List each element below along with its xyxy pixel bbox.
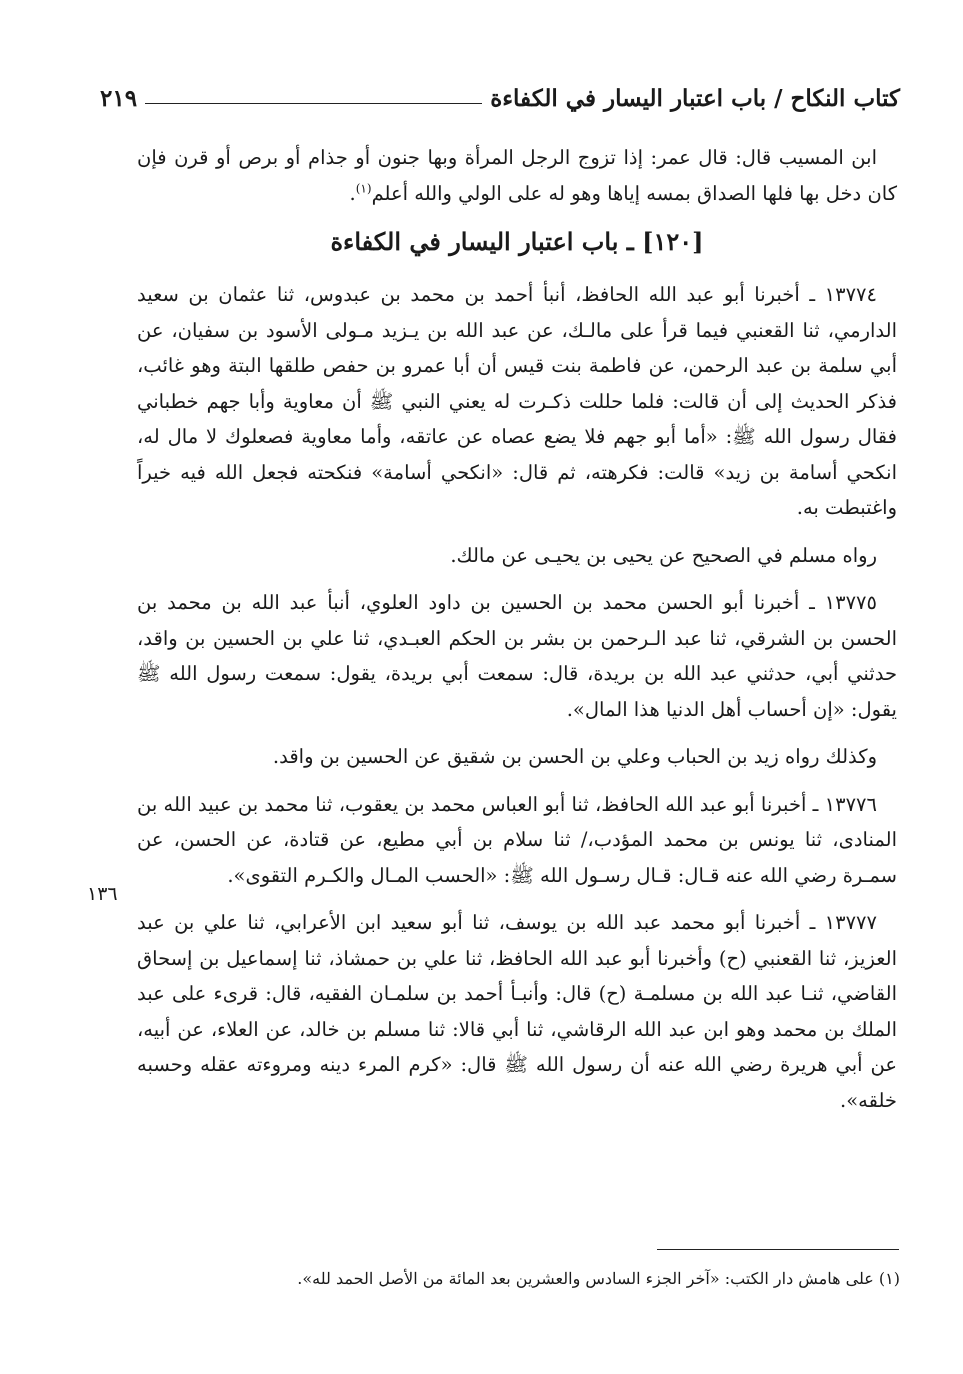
hadith-13776: ١٣٧٧٦ ـ أخبرنا أبو عبد الله الحافظ، ثنا أبو العباس محمد بن يعقوب، ثنا محمد بن عبيد الله بن المنادى، ثنا يونس بن محمد المؤدب،/ ثنا سلام بن أبي مطيع، عن قتادة، عن الحسن، عن سمـرة رضي الله عنه قـال: قـال رسـول الله ﷺ: «الحسب المـال والكـرم التقوى». bbox=[137, 792, 897, 887]
running-header bbox=[100, 78, 900, 112]
footnote: (١) على هامش دار الكتب: «آخر الجزء السادس والعشرين بعد المائة من الأصل الحمد لله». bbox=[297, 1269, 900, 1288]
hadith-13775: ١٣٧٧٥ ـ أخبرنا أبو الحسن محمد بن الحسين بن داود العلوي، أنبأ عبد الله بن محمد بن الحسن بن الشرقي، ثنا عبد الـرحمن بن بشر بن الحكم العبـدي، ثنا علي بن الحسين بن واقد، حدثني أبي، حدثني عبد الله بن بريدة، قال: سمعت أبي بريدة، يقول: سمعت رسول الله ﷺ يقول: «إن أحساب أهل الدنيا هذا المال». bbox=[137, 591, 897, 721]
page-number: ٢١٩ bbox=[100, 85, 138, 112]
narration-note-muslim: رواه مسلم في الصحيح عن يحيى بن يحيـى عن مالك. bbox=[450, 543, 877, 567]
intro-text: ابن المسيب قال: قال عمر: إذا تزوج الرجل المرأة وبها جنون أو جذام أو برص أو قرن فإن كان دخل بها فلها الصداق بمسه إياها وهو له على الولي والله أعلم bbox=[137, 146, 897, 205]
main-text bbox=[137, 140, 897, 1130]
intro-paragraph bbox=[137, 140, 897, 211]
footnote-rule bbox=[657, 1249, 899, 1250]
footnote-reference: (١) bbox=[355, 181, 372, 195]
intro-end: . bbox=[349, 181, 356, 205]
hadith-13774: ١٣٧٧٤ ـ أخبرنا أبو عبد الله الحافظ، أنبأ أحمد بن محمد بن عبدوس، ثنا عثمان بن سعيد الدارمي، ثنا القعنبي فيما قرأ على مالـك، عن عبد الله بن يـزيد مـولى الأسود بن سفيان، عن أبي سلمة بن عبد الرحمن، عن فاطمة بنت قيس أن أبا عمرو بن حفص طلقها البتة وهو غائب، فذكر الحديث إلى أن قالت: فلما حللت ذكـرت له يعني النبي ﷺ أن معاوية وأبا جهم خطباني فقال رسول الله ﷺ: «أما أبو جهم فلا يضع عصاه عن عاتقه، وأما معاوية فصعلوك لا مال له، انكحي أسامة بن زيد» قالت: فكرهته، ثم قال: «انكحي أسامة» فنكحته فجعل الله فيه خيراً واغتبطت به. bbox=[137, 283, 897, 519]
hadith-13777: ١٣٧٧٧ ـ أخبرنا أبو محمد عبد الله بن يوسف، ثنا أبو سعيد ابن الأعرابي، ثنا علي بن عبد العزيز، ثنا القعنبي (ح) وأخبرنا أبو عبد الله الحافظ، ثنا علي بن حمشاذ، ثنا إسماعيل بن إسحاق القاضي، ثنـا عبد الله بن مسلمـة (ح) قال: وأنبـأ أحمد بن سلمـان الفقيه، قال: قرىء على عبد الملك بن محمد وهو ابن عبد الله الرقاشي، ثنا أبي قالا: ثنا مسلم بن خالد، عن العلاء، عن أبيه، عن أبي هريرة رضي الله عنه أن رسول الله ﷺ قال: «كرم المرء دينه ومروءته عقله وحسبه خلقه». bbox=[137, 911, 897, 1112]
running-title: كتاب النكاح / باب اعتبار اليسار في الكفاءة bbox=[490, 85, 900, 112]
header-rule bbox=[145, 103, 482, 104]
section-heading: [١٢٠] ـ باب اعتبار اليسار في الكفاءة bbox=[330, 227, 704, 256]
narration-note-zayd: وكذلك رواه زيد بن الحباب وعلي بن الحسن بن شقيق عن الحسين بن واقد. bbox=[272, 745, 877, 768]
manuscript-page-marker: ١٣٦ bbox=[87, 883, 118, 905]
